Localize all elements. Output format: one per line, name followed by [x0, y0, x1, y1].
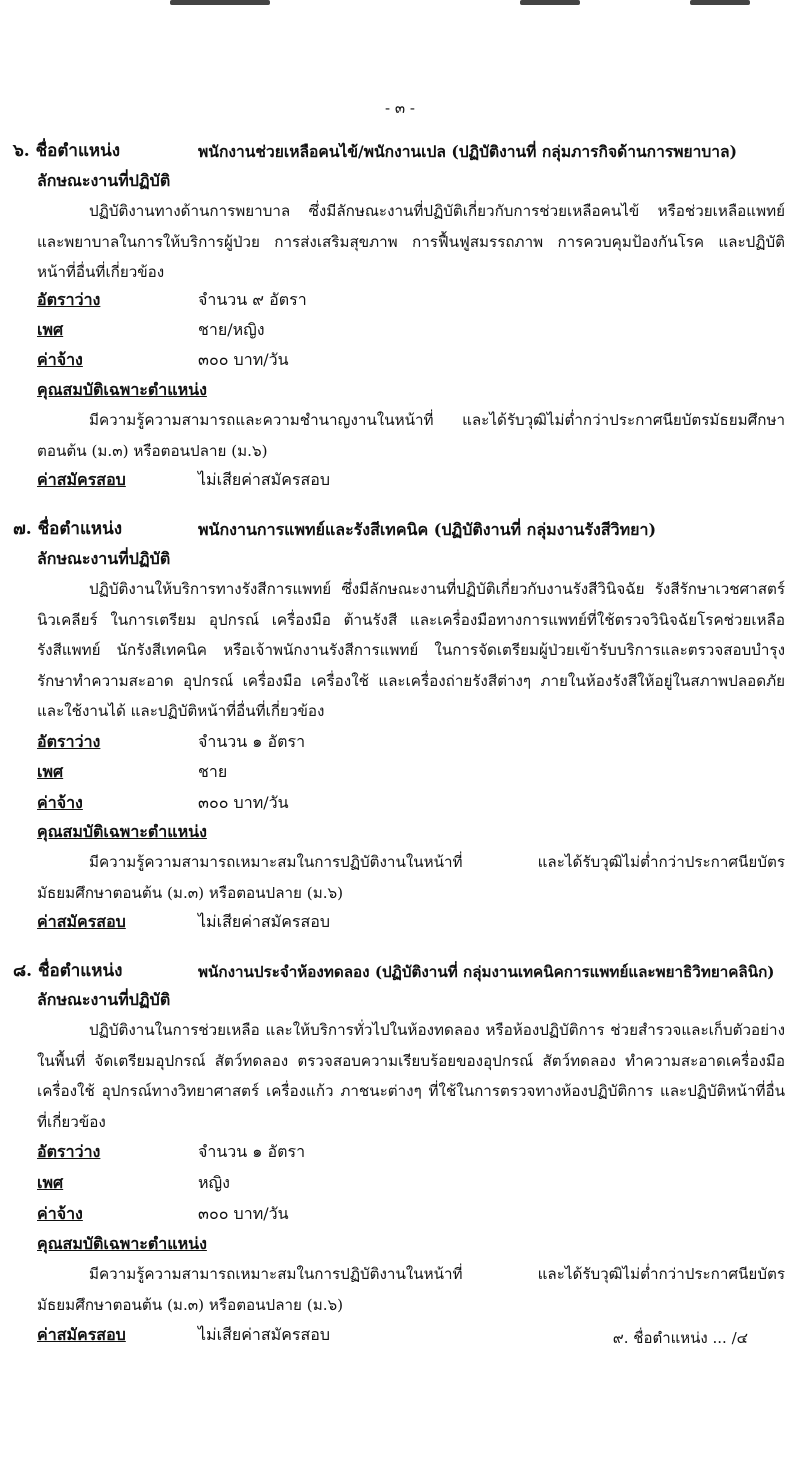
qualification-label: คุณสมบัติเฉพาะตำแหน่ง	[37, 822, 207, 841]
vacancy-label: อัตราว่าง	[37, 290, 101, 309]
fee-label: ค่าสมัครสอบ	[37, 912, 126, 931]
duties-text-content: ปฏิบัติงานให้บริการทางรังสีการแพทย์ ซึ่งมีลักษณะงานที่ปฏิบัติเกี่ยวกับงานรังสีวินิจฉัย รังสีรักษาเวชศาสตร์นิวเคลียร์ ในการเตรียม อุปกรณ์ เครื่องมือ ต้านรังสี และเครื่องมือทางการแพทย์ที่ใช้ตรวจวินิจฉัยโรคช่วยเหลือรังสีแพทย์ นักรังสีเทคนิค หรือเจ้าพนักงานรังสีการแพทย์ ในการจัดเตรียมผู้ป่วยเข้ารับบริการและตรวจสอบบำรุงรักษาทำความสะอาด อุปกรณ์ เครื่องมือ เครื่องใช้ และเครื่องถ่ายรังสีต่างๆ ภายในห้องรังสีให้อยู่ในสภาพปลอดภัยและใช้งานได้ และปฏิบัติหน้าที่อื่นที่เกี่ยวข้อง	[37, 580, 785, 721]
qualification-text-content: มีความรู้ความสามารถเหมาะสมในการปฏิบัติงานในหน้าที่ และได้รับวุฒิไม่ต่ำกว่าประกาศนียบัตรมัธยมศึกษาตอนต้น (ม.๓) หรือตอนปลาย (ม.๖)	[37, 1265, 785, 1314]
fee-value: ไม่เสียค่าสมัครสอบ	[198, 470, 331, 489]
duties-text	[37, 196, 785, 288]
gender-value: ชาย/หญิง	[198, 320, 265, 339]
qualification-text	[37, 1259, 785, 1320]
page-number: - ๓ -	[385, 99, 415, 117]
position-heading-label: ๖. ชื่อตำแหน่ง	[13, 141, 121, 161]
vacancy-label: อัตราว่าง	[37, 1142, 101, 1161]
fee-value: ไม่เสียค่าสมัครสอบ	[198, 912, 331, 931]
fee-value: ไม่เสียค่าสมัครสอบ	[198, 1325, 331, 1344]
wage-label: ค่าจ้าง	[37, 793, 83, 812]
position-heading-title: พนักงานประจำห้องทดลอง (ปฏิบัติงานที่ กลุ่มงานเทคนิคการแพทย์และพยาธิวิทยาคลินิก)	[198, 963, 775, 981]
gender-value: ชาย	[198, 762, 228, 781]
duties-label: ลักษณะงานที่ปฏิบัติ	[37, 171, 171, 190]
scan-mark	[690, 0, 750, 5]
wage-value: ๓๐๐ บาท/วัน	[198, 350, 289, 369]
qualification-text	[37, 405, 785, 466]
wage-label: ค่าจ้าง	[37, 1204, 83, 1223]
duties-text-content: ปฏิบัติงานทางด้านการพยาบาล ซึ่งมีลักษณะงานที่ปฏิบัติเกี่ยวกับการช่วยเหลือคนไข้ หรือช่วยเหลือแพทย์และพยาบาลในการให้บริการผู้ป่วย การส่งเสริมสุขภาพ การฟื้นฟูสมรรถภาพ การควบคุมป้องกันโรค และปฏิบัติหน้าที่อื่นที่เกี่ยวข้อง	[37, 202, 785, 282]
vacancy-value: จำนวน ๙ อัตรา	[198, 290, 307, 309]
wage-label: ค่าจ้าง	[37, 350, 83, 369]
vacancy-value: จำนวน ๑ อัตรา	[198, 1142, 306, 1161]
gender-label: เพศ	[37, 762, 64, 781]
position-heading-title: พนักงานช่วยเหลือคนไข้/พนักงานเปล (ปฏิบัติงานที่ กลุ่มภารกิจด้านการพยาบาล)	[198, 142, 737, 161]
wage-value: ๓๐๐ บาท/วัน	[198, 793, 289, 812]
qualification-text	[37, 847, 785, 908]
qualification-label: คุณสมบัติเฉพาะตำแหน่ง	[37, 380, 207, 399]
fee-label: ค่าสมัครสอบ	[37, 1325, 126, 1344]
scan-mark	[170, 0, 270, 5]
duties-text	[37, 574, 785, 727]
scan-mark	[520, 0, 580, 5]
duties-text-content: ปฏิบัติงานในการช่วยเหลือ และให้บริการทั่วไปในห้องทดลอง หรือห้องปฏิบัติการ ช่วยสำรวจและเก็บตัวอย่างในพื้นที่ จัดเตรียมอุปกรณ์ สัตว์ทดลอง ตรวจสอบความเรียบร้อยของอุปกรณ์ สัตว์ทดลอง ทำความสะอาดเครื่องมือเครื่องใช้ อุปกรณ์ทางวิทยาศาสตร์ เครื่องแก้ว ภาชนะต่างๆ ที่ใช้ในการตรวจทางห้องปฏิบัติการ และปฏิบัติหน้าที่อื่นที่เกี่ยวข้อง	[37, 1021, 785, 1131]
gender-value: หญิง	[198, 1173, 230, 1192]
next-page-reference: ๙. ชื่อตำแหน่ง ... /๔	[612, 1329, 748, 1347]
duties-text	[37, 1015, 785, 1137]
qualification-text-content: มีความรู้ความสามารถและความชำนาญงานในหน้าที่ และได้รับวุฒิไม่ต่ำกว่าประกาศนียบัตรมัธยมศึกษาตอนต้น (ม.๓) หรือตอนปลาย (ม.๖)	[37, 411, 785, 460]
qualification-label: คุณสมบัติเฉพาะตำแหน่ง	[37, 1234, 207, 1253]
duties-label: ลักษณะงานที่ปฏิบัติ	[37, 990, 171, 1009]
fee-label: ค่าสมัครสอบ	[37, 470, 126, 489]
duties-label: ลักษณะงานที่ปฏิบัติ	[37, 549, 171, 568]
gender-label: เพศ	[37, 1173, 64, 1192]
scan-marks	[0, 0, 800, 8]
position-heading-label: ๘. ชื่อตำแหน่ง	[13, 961, 123, 981]
position-heading-label: ๗. ชื่อตำแหน่ง	[13, 519, 123, 539]
position-heading-title: พนักงานการแพทย์และรังสีเทคนิค (ปฏิบัติงานที่ กลุ่มงานรังสีวิทยา)	[198, 520, 657, 539]
vacancy-value: จำนวน ๑ อัตรา	[198, 732, 306, 751]
wage-value: ๓๐๐ บาท/วัน	[198, 1204, 289, 1223]
vacancy-label: อัตราว่าง	[37, 732, 101, 751]
qualification-text-content: มีความรู้ความสามารถเหมาะสมในการปฏิบัติงานในหน้าที่ และได้รับวุฒิไม่ต่ำกว่าประกาศนียบัตรมัธยมศึกษาตอนต้น (ม.๓) หรือตอนปลาย (ม.๖)	[37, 853, 785, 902]
gender-label: เพศ	[37, 320, 64, 339]
